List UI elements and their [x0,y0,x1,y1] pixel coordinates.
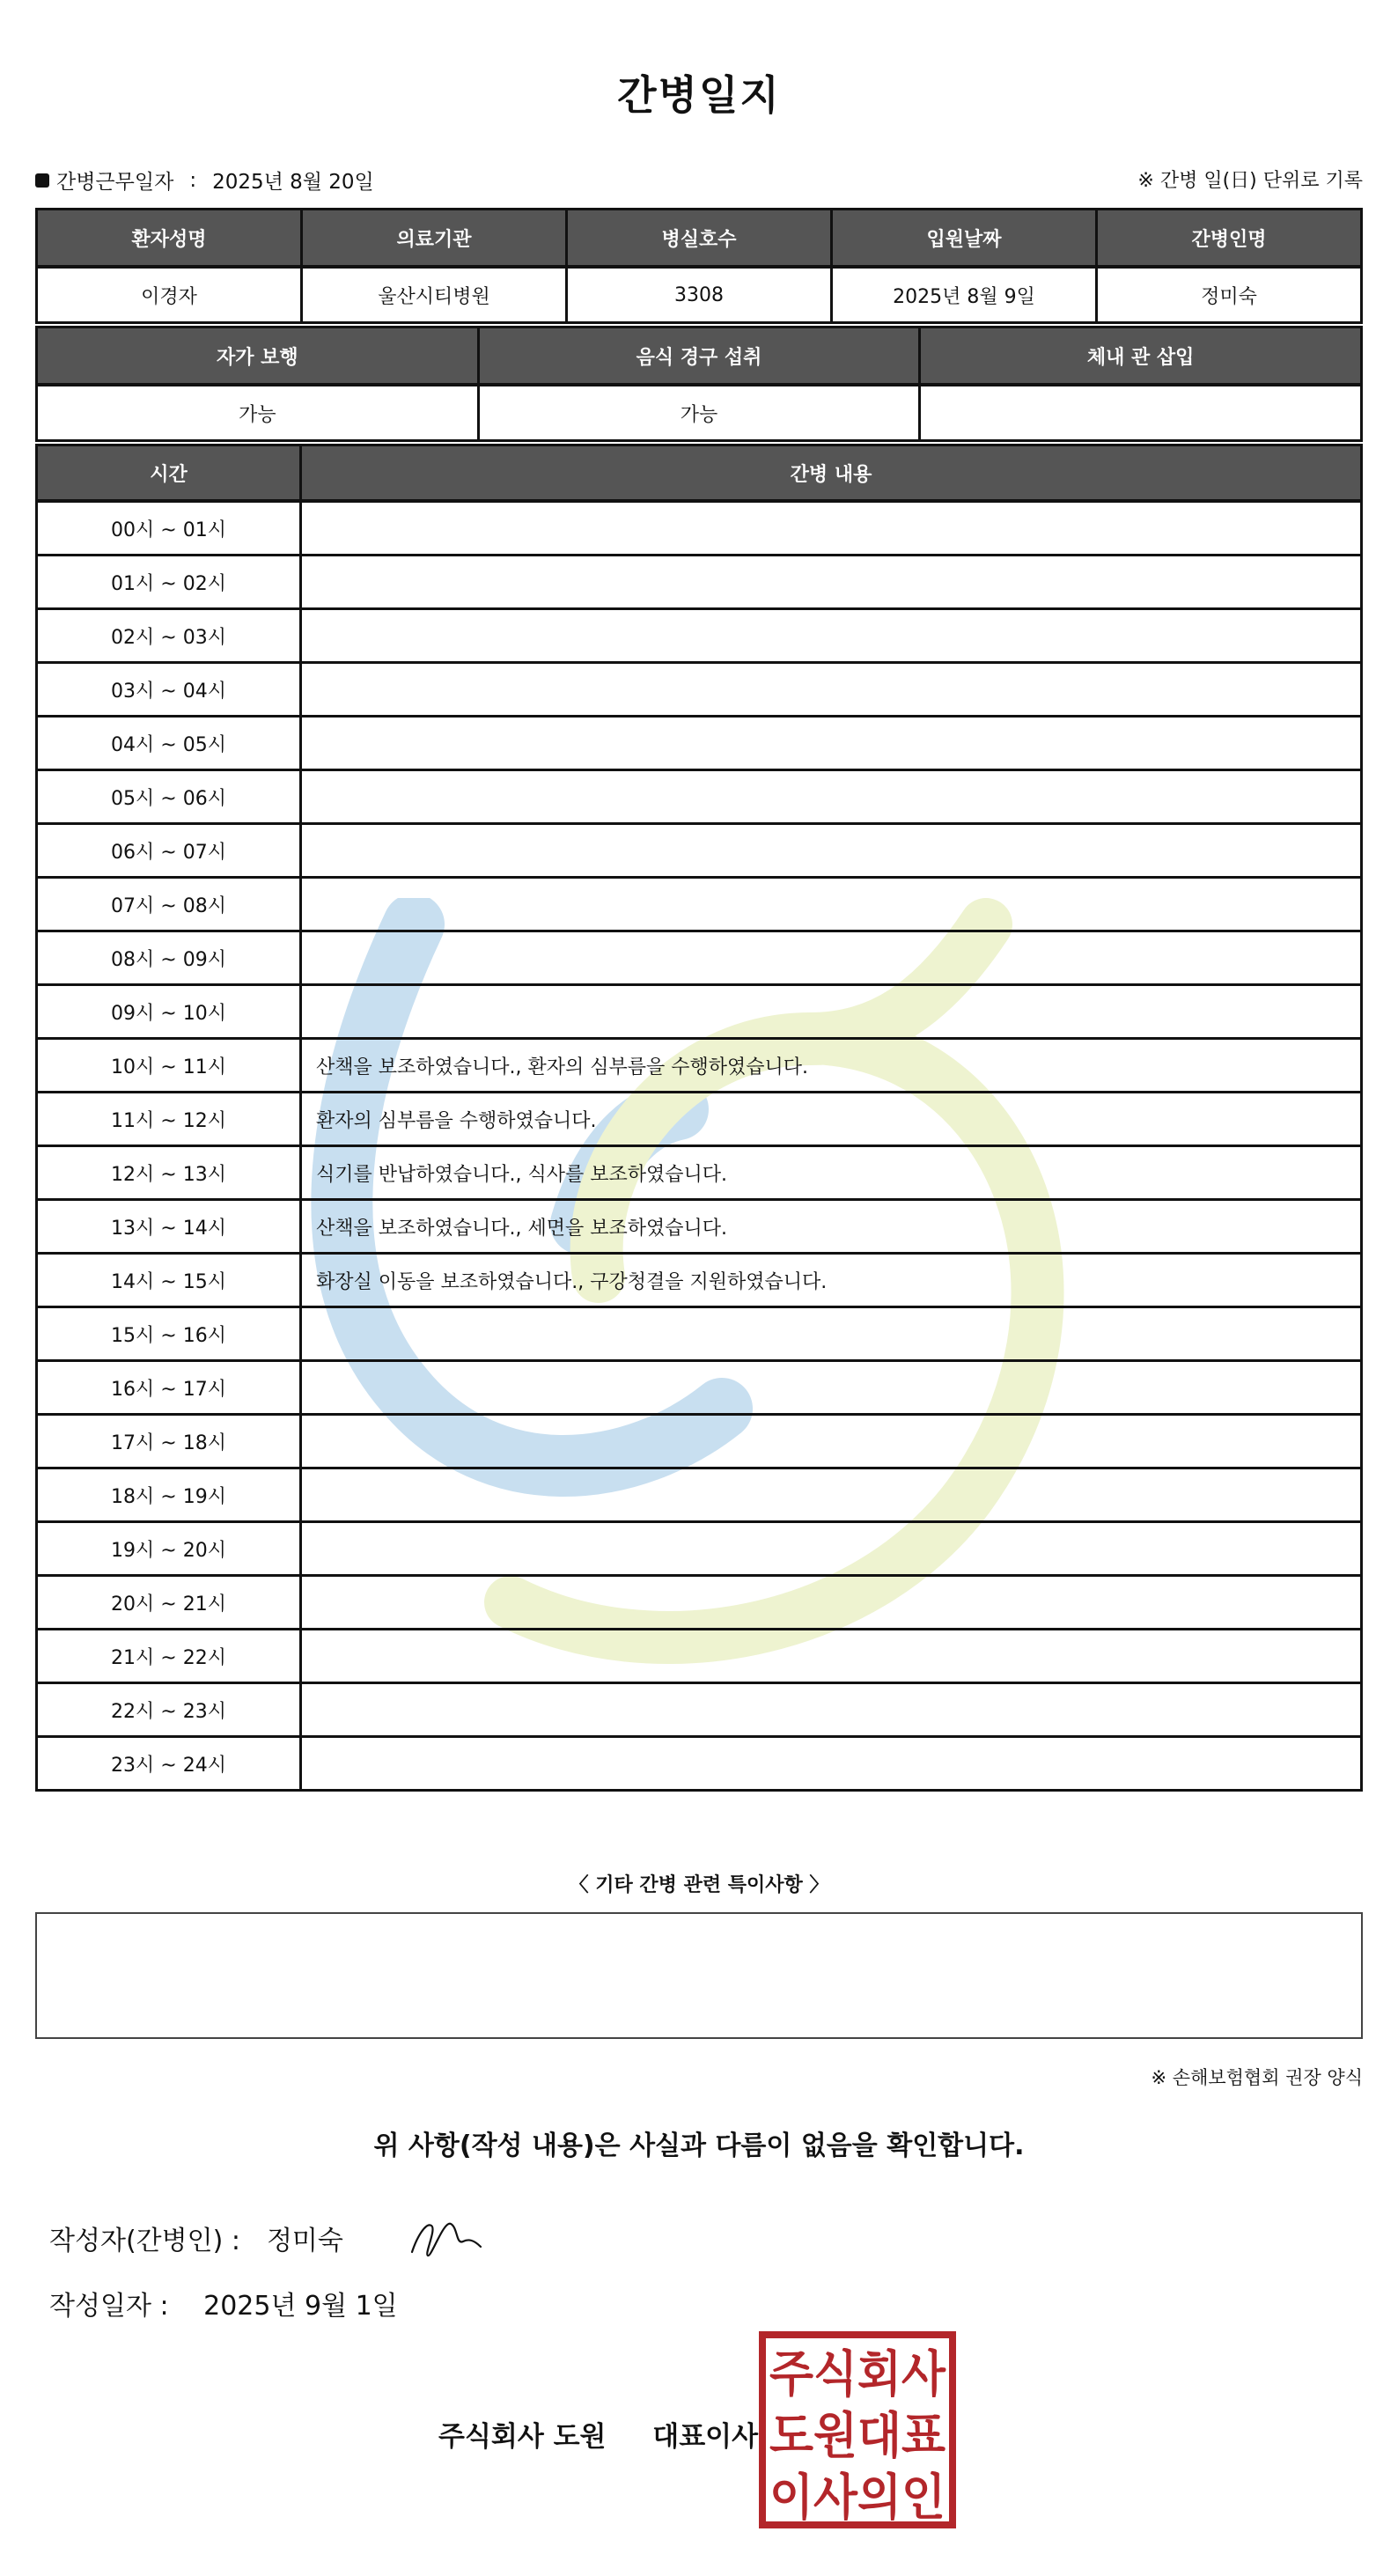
log-time: 04시 ~ 05시 [37,717,301,770]
company-line [438,2414,758,2454]
log-content [301,1683,1362,1737]
work-date-label: 간병근무일자 [56,171,174,194]
header-time: 시간 [37,445,301,502]
log-time: 18시 ~ 19시 [37,1468,301,1522]
log-row [37,717,1362,770]
patient-status-table [35,326,1363,442]
log-time: 07시 ~ 08시 [37,878,301,931]
log-time: 11시 ~ 12시 [37,1093,301,1146]
log-row [37,663,1362,717]
log-time: 23시 ~ 24시 [37,1737,301,1791]
unit-note: ※ 간병 일(日) 단위로 기록 [1137,170,1363,192]
log-row [37,985,1362,1039]
header-care-content: 간병 내용 [301,445,1362,502]
log-row [37,1415,1362,1468]
log-content [301,609,1362,663]
log-time: 01시 ~ 02시 [37,556,301,609]
header-caregiver-name: 간병인명 [1097,210,1362,268]
log-content: 화장실 이동을 보조하였습니다., 구강청결을 지원하였습니다. [301,1254,1362,1307]
log-row [37,1683,1362,1737]
header-room-number: 병실호수 [567,210,832,268]
company-rep-title: 대표이사 [652,2421,759,2453]
self-walking: 가능 [37,385,479,441]
written-date: 2025년 9월 1일 [203,2291,398,2322]
log-content [301,1307,1362,1361]
log-time: 14시 ~ 15시 [37,1254,301,1307]
log-content [301,1576,1362,1630]
log-content [301,770,1362,824]
log-time: 08시 ~ 09시 [37,931,301,985]
log-row [37,501,1362,556]
log-time: 17시 ~ 18시 [37,1415,301,1468]
log-time: 06시 ~ 07시 [37,824,301,878]
work-date-line [35,166,374,195]
caregiver-name: 정미숙 [1097,267,1362,323]
log-row [37,1254,1362,1307]
log-row [37,1630,1362,1683]
log-content: 산책을 보조하였습니다., 환자의 심부름을 수행하였습니다. [301,1039,1362,1093]
log-time: 19시 ~ 20시 [37,1522,301,1576]
oral-intake: 가능 [478,385,920,441]
log-content [301,985,1362,1039]
company-name: 주식회사 도원 [438,2421,607,2453]
log-content [301,1415,1362,1468]
admission-date: 2025년 8월 9일 [832,267,1097,323]
log-content: 식기를 반납하였습니다., 식사를 보조하였습니다. [301,1146,1362,1200]
log-row [37,1737,1362,1791]
log-content [301,556,1362,609]
log-row [37,556,1362,609]
header-hospital: 의료기관 [302,210,567,268]
work-date-value: 2025년 8월 20일 [212,171,374,194]
writer-line [49,2219,343,2257]
log-time: 09시 ~ 10시 [37,985,301,1039]
log-content: 환자의 심부름을 수행하였습니다. [301,1093,1362,1146]
signature-icon [405,2210,484,2263]
bullet-square-icon [35,173,49,188]
header-tube-insertion: 체내 관 삽입 [920,328,1362,386]
log-content [301,1630,1362,1683]
log-row [37,1200,1362,1254]
log-row [37,1468,1362,1522]
log-time: 12시 ~ 13시 [37,1146,301,1200]
room-number: 3308 [567,267,832,323]
written-date-label: 작성일자 : [49,2291,169,2322]
log-row [37,1307,1362,1361]
patient-name: 이경자 [37,267,302,323]
log-row [37,931,1362,985]
log-content [301,717,1362,770]
log-time: 21시 ~ 22시 [37,1630,301,1683]
page-title: 간병일지 [617,71,781,119]
hospital: 울산시티병원 [302,267,567,323]
header-admission-date: 입원날짜 [832,210,1097,268]
confirmation-statement: 위 사항(작성 내용)은 사실과 다름이 없음을 확인합니다. [373,2131,1025,2161]
log-time: 20시 ~ 21시 [37,1576,301,1630]
tube-insertion [920,385,1362,441]
header-oral-intake: 음식 경구 섭취 [478,328,920,386]
log-row [37,1576,1362,1630]
header-self-walking: 자가 보행 [37,328,479,386]
log-time: 03시 ~ 04시 [37,663,301,717]
writer-name: 정미숙 [266,2226,343,2256]
log-content [301,1468,1362,1522]
log-time: 05시 ~ 06시 [37,770,301,824]
log-row [37,1146,1362,1200]
care-log-table [35,444,1363,1792]
log-time: 02시 ~ 03시 [37,609,301,663]
seal-line-2: 도원대표 [769,2408,945,2465]
log-time: 16시 ~ 17시 [37,1361,301,1415]
log-row [37,1039,1362,1093]
log-time: 13시 ~ 14시 [37,1200,301,1254]
log-row [37,1093,1362,1146]
header-patient-name: 환자성명 [37,210,302,268]
log-time: 00시 ~ 01시 [37,501,301,556]
log-row [37,878,1362,931]
log-time: 15시 ~ 16시 [37,1307,301,1361]
patient-info-table [35,208,1363,324]
log-content [301,1737,1362,1791]
log-row [37,1361,1362,1415]
log-row [37,824,1362,878]
seal-line-1: 주식회사 [769,2346,946,2403]
recommend-note: ※ 손해보험협회 권장 양식 [1151,2067,1363,2088]
log-content: 산책을 보조하였습니다., 세면을 보조하였습니다. [301,1200,1362,1254]
log-content [301,1361,1362,1415]
log-content [301,824,1362,878]
log-content [301,501,1362,556]
log-content [301,663,1362,717]
writer-label: 작성자(간병인) : [49,2226,240,2256]
log-time: 22시 ~ 23시 [37,1683,301,1737]
written-date-line [49,2284,398,2322]
notes-title: 〈 기타 간병 관련 특이사항 〉 [569,1874,829,1896]
work-date-separator: : [189,168,197,192]
log-content [301,1522,1362,1576]
log-row [37,770,1362,824]
log-row [37,1522,1362,1576]
seal-line-3: 이사의인 [769,2469,945,2527]
log-content [301,878,1362,931]
company-seal-icon [759,2331,956,2528]
log-content [301,931,1362,985]
notes-box [35,1912,1363,2039]
log-row [37,609,1362,663]
log-time: 10시 ~ 11시 [37,1039,301,1093]
